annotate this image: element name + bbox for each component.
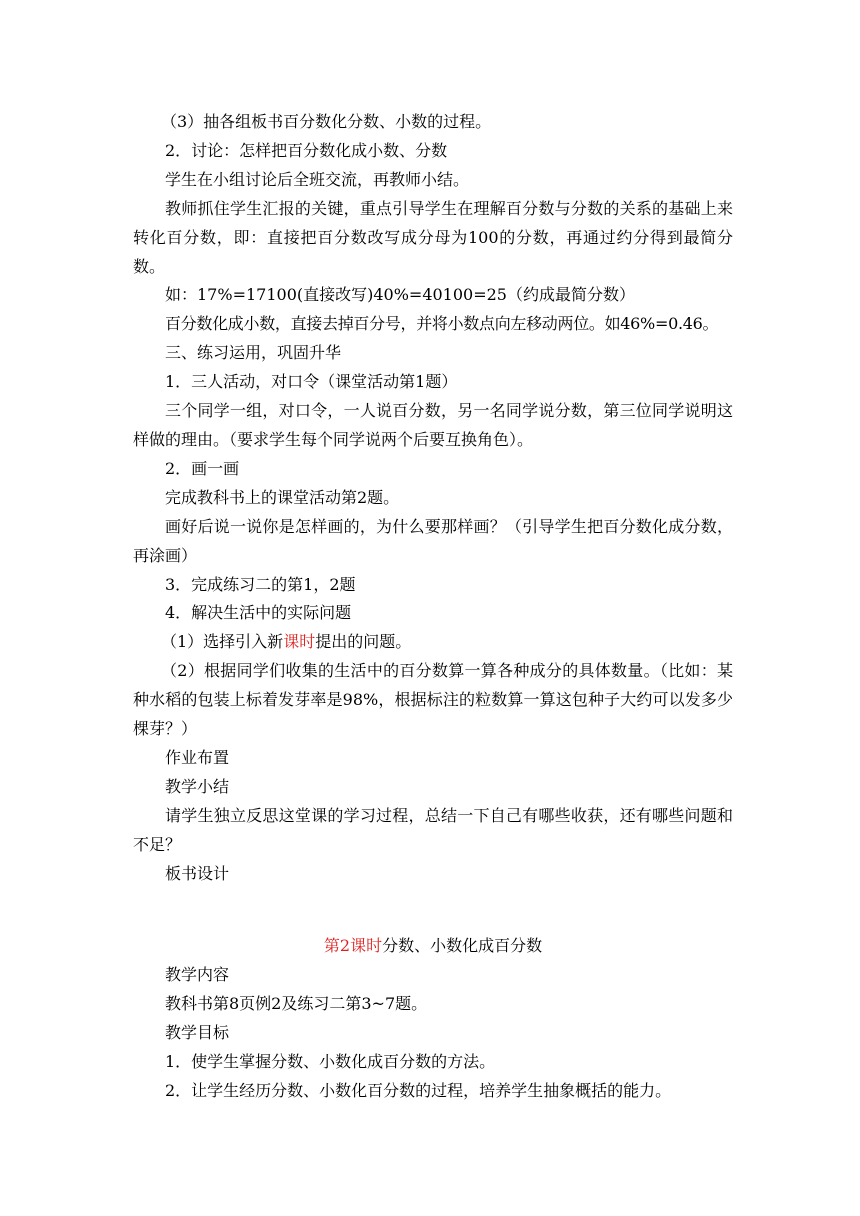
paragraph: 完成教科书上的课堂活动第2题。 [165,487,400,507]
lesson-heading [133,932,733,961]
paragraph: 如：17%=17100(直接改写)40%=40100=25（约成最简分数） [165,285,635,305]
paragraph: 学生在小组讨论后全班交流，再教师小结。 [165,169,470,189]
paragraph: 三个同学一组，对口令，一人说百分数，另一名同学说分数，第三位同学说明这样做的理由。（要求学生每个同学说两个后要互换角色）。 [133,401,733,449]
document-body [133,108,733,1106]
paragraph: 2．画一画 [165,458,240,478]
paragraph: 请学生独立反思这堂课的学习过程，总结一下自己有哪些收获，还有哪些问题和不足？ [133,805,733,854]
text-run: 提出的问题。 [315,632,412,652]
paragraph [133,628,733,657]
paragraph: 画好后说一说你是怎样画的，为什么要那样画？（引导学生把百分数化成分数，再涂画） [133,516,733,565]
paragraph: 4．解决生活中的实际问题 [165,603,352,623]
paragraph: 1．使学生掌握分数、小数化成百分数的方法。 [165,1052,496,1072]
paragraph: 1．三人活动，对口令（课堂活动第1题） [165,372,458,392]
paragraph: 教学小结 [165,776,230,796]
paragraph: 教学目标 [165,1023,230,1043]
paragraph: 作业布置 [165,747,230,767]
paragraph: 板书设计 [165,863,230,883]
paragraph: 3．完成练习二的第1，2题 [165,574,356,594]
paragraph: （2）根据同学们收集的生活中的百分数算一算各种成分的具体数量。（比如：某种水稻的包装上标着发芽率是98%，根据标注的粒数算一算这包种子大约可以发多少棵芽？） [133,661,733,739]
paragraph: 教学内容 [165,965,230,985]
lesson-number: 第2课时 [323,936,383,956]
spacer [133,888,733,932]
text-run: （1）选择引入新 [161,632,284,652]
paragraph: 教师抓住学生汇报的关键，重点引导学生在理解百分数与分数的关系的基础上来转化百分数，即：直接把百分数改写成分母为100的分数，再通过约分得到最简分数。 [133,198,733,276]
paragraph: 百分数化成小数，直接去掉百分号，并将小数点向左移动两位。如46%=0.46。 [165,314,719,334]
section-heading: 三、练习运用，巩固升华 [165,343,342,363]
paragraph: （3）抽各组板书百分数化分数、小数的过程。 [161,112,492,131]
lesson-title: 分数、小数化成百分数 [382,936,543,956]
paragraph: 2．让学生经历分数、小数化百分数的过程，培养学生抽象概括的能力。 [165,1081,672,1100]
lesson-link: 课时 [283,632,316,652]
paragraph: 教科书第8页例2及练习二第3~7题。 [165,994,428,1014]
paragraph: 2．讨论：怎样把百分数化成小数、分数 [165,140,448,160]
